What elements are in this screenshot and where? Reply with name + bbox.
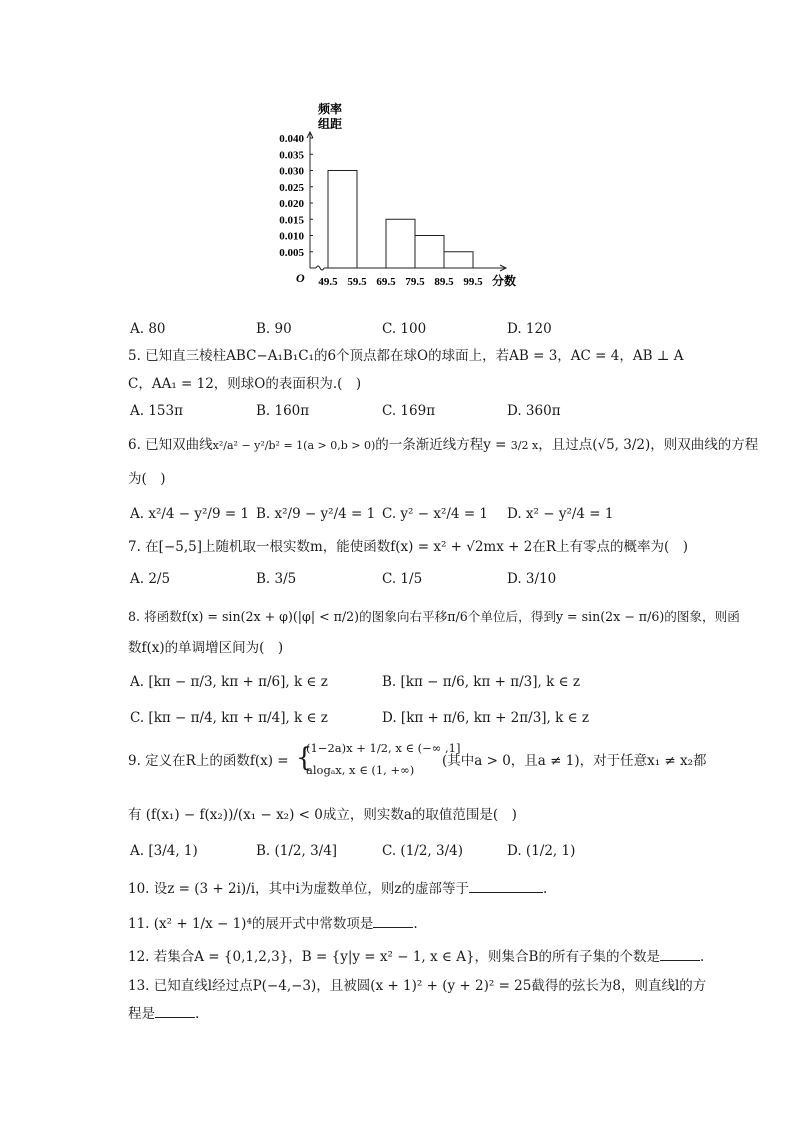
x-axis-label: 分数: [492, 274, 517, 288]
q8-stem-line1: 8. 将函数f(x) = sin(2x + φ)(|φ| < π/2)的图象向右平移π/6个单位后，得到y = sin(2x − π/6)的图象，则函: [128, 609, 740, 624]
y-tick-label: 0.030: [279, 165, 304, 178]
q6-option-b[interactable]: B. x²/9 − y²/4 = 1: [256, 506, 376, 522]
x-tick-label: 79.5: [405, 276, 425, 288]
q8-option-d[interactable]: D. [kπ + π/6, kπ + 2π/3], k ∈ z: [382, 710, 589, 726]
q4-option-d[interactable]: D. 120: [507, 321, 552, 337]
y-tick-label: 0.035: [279, 149, 304, 162]
q10-stem: [128, 880, 547, 899]
histogram-bar: [386, 219, 415, 268]
q6-asymptote-text: 的一条渐近线方程y =: [375, 437, 511, 453]
q6-intro: 6. 已知双曲线: [128, 437, 213, 453]
x-tick-label: 99.5: [463, 276, 483, 288]
q9-case-1: (1−2a)x + 1/2, x ∈ (−∞ ,1]: [306, 741, 461, 755]
q8-stem-line2: 数f(x)的单调增区间为( ): [128, 640, 284, 656]
q6-hyperbola-equation: x²/a² − y²/b² = 1(a > 0,b > 0): [212, 439, 376, 452]
q7-option-c[interactable]: C. 1/5: [382, 571, 423, 587]
axis-break-icon: [316, 266, 324, 270]
q6-asymptote-value: 3/2 x: [510, 439, 539, 452]
q12-answer-blank[interactable]: [660, 948, 700, 961]
q9-condition: (其中a > 0，且a ≠ 1)，对于任意x₁ ≠ x₂都: [442, 753, 707, 769]
histogram-bar: [328, 171, 357, 269]
q11-period: .: [413, 916, 418, 932]
q9-option-c[interactable]: C. (1/2, 3/4): [382, 843, 463, 859]
y-tick-label: 0.020: [279, 198, 304, 210]
y-tick-label: 0.005: [279, 246, 304, 259]
histogram-bar: [415, 236, 444, 269]
q8-option-b[interactable]: B. [kπ − π/6, kπ + π/3], k ∈ z: [382, 674, 580, 690]
q4-option-a[interactable]: A. 80: [130, 321, 166, 337]
q11-text: 11. (x² + 1/x − 1)⁴的展开式中常数项是: [128, 916, 374, 932]
q6-option-a[interactable]: A. x²/4 − y²/9 = 1: [130, 506, 250, 522]
q12-text: 12. 若集合A = {0,1,2,3}，B = {y|y = x² − 1, x ∈ A}，则集合B的所有子集的个数是: [128, 949, 660, 965]
q13-text: 程是: [128, 1006, 155, 1022]
q6-point-text: ，且过点(√5, 3/2)，则双曲线的方程: [538, 437, 759, 453]
q7-stem: 7. 在[−5,5]上随机取一根实数m，能使函数f(x) = x² + √2mx + 2在R上有零点的概率为( ): [128, 539, 689, 555]
q6-stem-line2: 为( ): [128, 471, 166, 487]
q5-option-a[interactable]: A. 153π: [130, 403, 183, 419]
histogram-bar: [444, 252, 473, 268]
x-tick-label: 69.5: [376, 276, 396, 288]
origin-label: O: [296, 271, 305, 285]
q9-intro: 9. 定义在R上的函数f(x) =: [128, 753, 289, 769]
q5-option-b[interactable]: B. 160π: [256, 403, 310, 419]
frequency-histogram: [262, 96, 532, 296]
q12-period: .: [699, 949, 705, 965]
q10-text: 10. 设z = (3 + 2i)/i，其中i为虚数单位，则z的虚部等于: [128, 881, 469, 897]
q9-brace-icon: {: [296, 743, 313, 773]
q6-option-d[interactable]: D. x² − y²/4 = 1: [507, 506, 614, 522]
q5-stem-line1: 5. 已知直三棱柱ABC−A₁B₁C₁的6个顶点都在球O的球面上，若AB = 3，AC = 4，AB ⊥ A: [128, 348, 684, 364]
q9-stem-line2: 有 (f(x₁) − f(x₂))/(x₁ − x₂) < 0成立，则实数a的取值范围是( ): [128, 807, 517, 823]
q9-option-a[interactable]: A. [3/4, 1): [130, 843, 198, 859]
x-tick-label: 59.5: [347, 276, 367, 288]
y-tick-label: 0.015: [279, 214, 304, 227]
y-tick-label: 0.040: [279, 133, 304, 145]
q10-period: .: [543, 881, 548, 897]
y-tick-label: 0.010: [279, 230, 304, 243]
q5-option-d[interactable]: D. 360π: [507, 403, 561, 419]
q13-stem-line1: 13. 已知直线l经过点P(−4,−3)，且被圆(x + 1)² + (y + 2)² = 25截得的弦长为8，则直线l的方: [128, 978, 707, 994]
q6-stem-line1: [128, 437, 758, 455]
x-tick-label: 89.5: [434, 276, 454, 288]
q4-option-c[interactable]: C. 100: [382, 321, 427, 337]
q13-period: .: [195, 1006, 200, 1022]
q5-stem-line2: C，AA₁ = 12，则球O的表面积为.( ): [128, 376, 362, 392]
q13-stem-line2: [128, 1005, 199, 1024]
q9-option-d[interactable]: D. (1/2, 1): [507, 843, 576, 859]
q9-case-2: alogₐx, x ∈ (1, +∞): [306, 763, 415, 777]
q6-option-c[interactable]: C. y² − x²/4 = 1: [382, 506, 489, 522]
q5-option-c[interactable]: C. 169π: [382, 403, 436, 419]
q9-option-b[interactable]: B. (1/2, 3/4]: [256, 843, 338, 859]
q11-answer-blank[interactable]: [373, 915, 413, 928]
q13-answer-blank[interactable]: [155, 1005, 195, 1018]
q12-stem: [128, 948, 704, 967]
y-axis-label-bottom: 组距: [318, 117, 343, 131]
q10-answer-blank[interactable]: [469, 880, 543, 893]
y-axis-label-top: 频率: [318, 102, 343, 116]
q7-option-a[interactable]: A. 2/5: [130, 571, 171, 587]
q11-stem: [128, 915, 418, 934]
y-tick-label: 0.025: [279, 181, 304, 194]
q8-option-c[interactable]: C. [kπ − π/4, kπ + π/4], k ∈ z: [130, 710, 328, 726]
q4-option-b[interactable]: B. 90: [256, 321, 292, 337]
q7-option-d[interactable]: D. 3/10: [507, 571, 557, 587]
q7-option-b[interactable]: B. 3/5: [256, 571, 297, 587]
q8-option-a[interactable]: A. [kπ − π/3, kπ + π/6], k ∈ z: [130, 674, 328, 690]
x-tick-label: 49.5: [318, 276, 338, 288]
